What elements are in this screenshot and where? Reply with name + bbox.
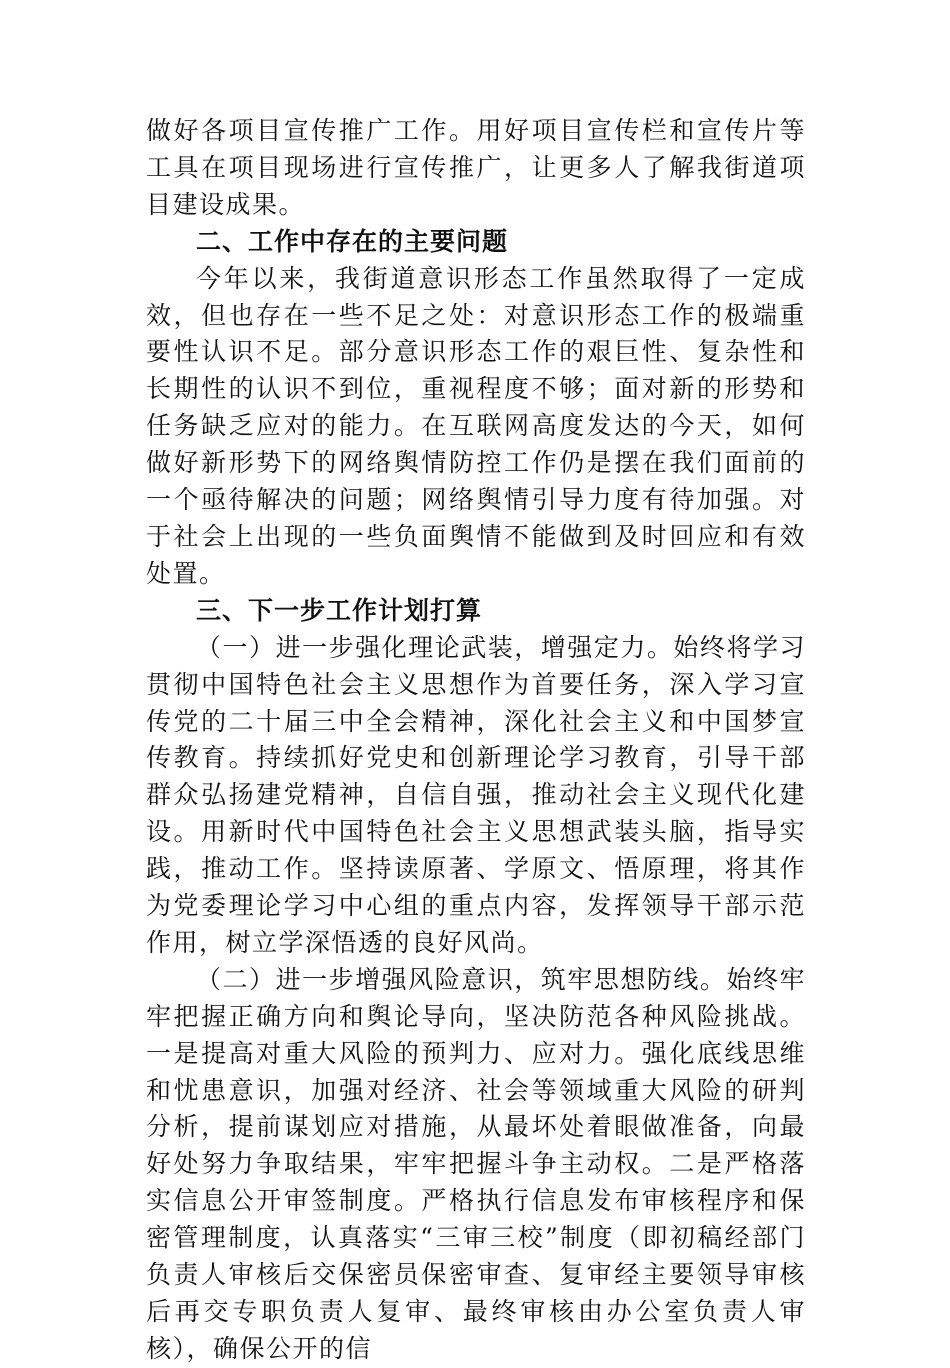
paragraph-continuation: 做好各项目宣传推广工作。用好项目宣传栏和宣传片等工具在项目现场进行宣传推广，让更多人了解我街道项目建设成果。 bbox=[146, 116, 806, 219]
document-body bbox=[146, 113, 806, 1368]
section-heading-2: 二、工作中存在的主要问题 bbox=[196, 226, 509, 256]
paragraph-problems: 今年以来，我街道意识形态工作虽然取得了一定成效，但也存在一些不足之处：对意识形态工作的极端重要性认识不足。部分意识形态工作的艰巨性、复杂性和长期性的认识不到位，重视程度不够；面对新的形势和任务缺乏应对的能力。在互联网高度发达的今天，如何做好新形势下的网络舆情防控工作仍是摆在我们面前的一个亟待解决的问题；网络舆情引导力度有待加强。对于社会上出现的一些负面舆情不能做到及时回应和有效处置。 bbox=[146, 263, 806, 588]
paragraph-plan-2: （二）进一步增强风险意识，筑牢思想防线。始终牢牢把握正确方向和舆论导向，坚决防范各种风险挑战。一是提高对重大风险的预判力、应对力。强化底线思维和忧患意识，加强对经济、社会等领域重大风险的研判分析，提前谋划应对措施，从最坏处着眼做准备，向最好处努力争取结果，牢牢把握斗争主动权。二是严格落实信息公开审签制度。严格执行信息发布审核程序和保密管理制度，认真落实“三审三校”制度（即初稿经部门负责人审核后交保密员保密审查、复审经主要领导审核后再交专职负责人复审、最终审核由办公室负责人审核），确保公开的信 bbox=[146, 964, 806, 1363]
paragraph-plan-1: （一）进一步强化理论武装，增强定力。始终将学习贯彻中国特色社会主义思想作为首要任务，深入学习宣传党的二十届三中全会精神，深化社会主义和中国梦宣传教育。持续抓好党史和创新理论学习教育，引导干部群众弘扬建党精神，自信自强，推动社会主义现代化建设。用新时代中国特色社会主义思想武装头脑，指导实践，推动工作。坚持读原著、学原文、悟原理，将其作为党委理论学习中心组的重点内容，发挥领导干部示范作用，树立学深悟透的良好风尚。 bbox=[146, 632, 806, 957]
section-heading-3: 三、下一步工作计划打算 bbox=[196, 595, 483, 625]
